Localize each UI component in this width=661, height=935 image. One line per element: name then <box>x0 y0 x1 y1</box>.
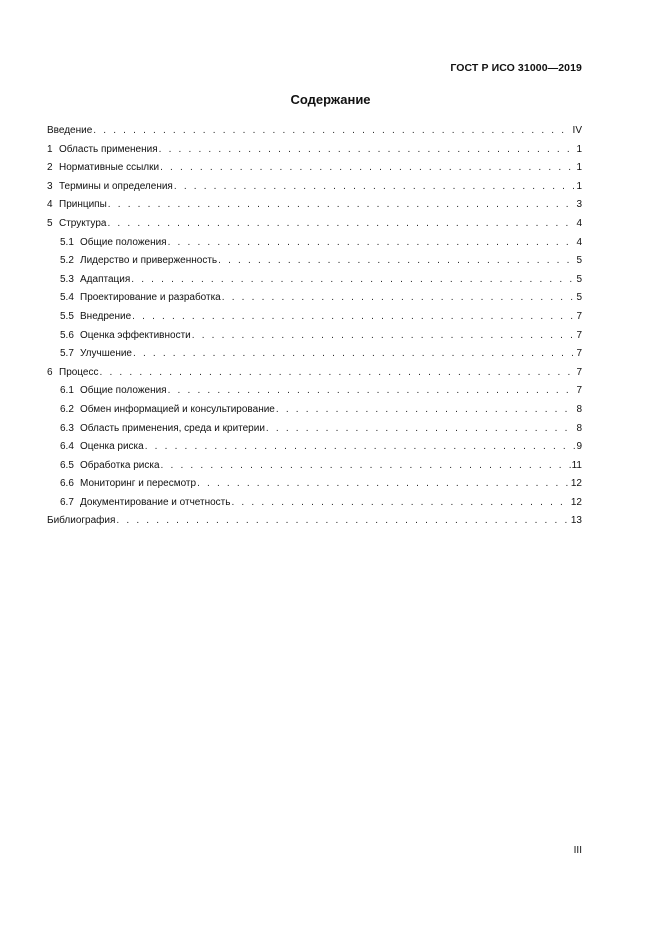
toc-entry-label: Обмен информацией и консультирование <box>80 403 275 415</box>
toc-entry-number: 5.6 <box>60 329 74 341</box>
toc-entry-page: 9 <box>576 441 582 453</box>
toc-dot-leader <box>108 196 576 215</box>
toc-entry-label: Улучшение <box>80 348 132 360</box>
toc-entry-number: 5.7 <box>60 348 74 360</box>
toc-entry-label: Область применения, среда и критерии <box>80 422 265 434</box>
toc-entry-label: Нормативные ссылки <box>59 162 160 174</box>
toc-dot-leader <box>159 141 576 160</box>
toc-entry-number: 6.2 <box>60 403 74 415</box>
toc-entry-number: 6 <box>47 366 53 378</box>
toc-entry-number: 5.1 <box>60 236 74 248</box>
toc-entry-label: Общие положения <box>80 385 167 397</box>
toc-entry-page: 4 <box>576 217 582 229</box>
document-id: ГОСТ Р ИСО 31000—2019 <box>450 62 582 74</box>
toc-entry[interactable] <box>47 178 582 197</box>
toc-entry-page: 7 <box>576 366 582 378</box>
toc-entry-label: Мониторинг и пересмотр <box>80 478 197 490</box>
toc-entry-page: 7 <box>576 310 582 322</box>
toc-entry-label: Область применения <box>59 143 158 155</box>
toc-entry-label: Оценка эффективности <box>80 329 191 341</box>
toc-entry-page: 12 <box>570 478 582 490</box>
toc-entry-label: Принципы <box>59 199 107 211</box>
toc-entry-number: 5.5 <box>60 310 74 322</box>
toc-entry[interactable] <box>47 308 582 327</box>
toc-entry-label: Лидерство и приверженность <box>80 255 218 267</box>
toc-entry-page: 11 <box>571 459 582 471</box>
toc-dot-leader <box>132 308 575 327</box>
toc-entry[interactable] <box>47 438 582 457</box>
toc-entry-number: 5.3 <box>60 273 74 285</box>
toc-dot-leader <box>145 438 576 457</box>
toc-entry[interactable] <box>47 252 582 271</box>
toc-entry-number: 4 <box>47 199 53 211</box>
toc-entry-label: Оценка риска <box>80 441 144 453</box>
toc-entry-page: 3 <box>576 199 582 211</box>
toc-entry-page: 12 <box>570 496 582 508</box>
toc-entry[interactable] <box>47 401 582 420</box>
toc-entry[interactable] <box>47 159 582 178</box>
toc-entry-page: 1 <box>576 162 582 174</box>
toc-entry[interactable] <box>47 345 582 364</box>
toc-entry[interactable] <box>47 457 582 476</box>
toc-entry-number: 5.2 <box>60 255 74 267</box>
toc-entry-page: 4 <box>576 236 582 248</box>
toc-dot-leader <box>266 420 576 439</box>
toc-entry[interactable] <box>47 271 582 290</box>
toc-entry-label: Документирование и отчетность <box>80 496 231 508</box>
toc-entry-page: 8 <box>576 422 582 434</box>
toc-dot-leader <box>197 475 570 494</box>
toc-entry[interactable] <box>47 475 582 494</box>
toc-entry[interactable] <box>47 494 582 513</box>
toc-entry-number: 1 <box>47 143 53 155</box>
toc-entry-label: Термины и определения <box>59 180 173 192</box>
toc-entry-label: Общие положения <box>80 236 167 248</box>
toc-entry-label: Внедрение <box>80 310 132 322</box>
toc-entry-page: 5 <box>576 273 582 285</box>
toc-dot-leader <box>222 289 576 308</box>
toc-entry[interactable] <box>47 364 582 383</box>
toc-entry-label: Проектирование и разработка <box>80 292 221 304</box>
toc-entry[interactable] <box>47 234 582 253</box>
toc-entry-number: 6.5 <box>60 459 74 471</box>
toc-dot-leader <box>100 364 576 383</box>
toc-entry-page: 1 <box>576 143 582 155</box>
toc-entry-number: 2 <box>47 162 53 174</box>
page-number: III <box>573 845 582 856</box>
toc-entry[interactable] <box>47 141 582 160</box>
toc-dot-leader <box>116 512 569 531</box>
toc-dot-leader <box>218 252 575 271</box>
toc-entry-page: 7 <box>576 348 582 360</box>
toc-entry-page: IV <box>572 125 582 136</box>
toc-dot-leader <box>231 494 569 513</box>
toc-dot-leader <box>276 401 576 420</box>
toc-entry-label: Адаптация <box>80 273 131 285</box>
toc-dot-leader <box>131 271 575 290</box>
toc-entry[interactable] <box>47 512 582 531</box>
toc-entry-number: 5.4 <box>60 292 74 304</box>
toc-dot-leader <box>192 327 576 346</box>
toc-entry-label: Процесс <box>59 366 99 378</box>
toc-entry[interactable] <box>47 420 582 439</box>
toc-entry-number: 6.3 <box>60 422 74 434</box>
toc-entry-page: 1 <box>576 180 582 192</box>
toc-entry-number: 3 <box>47 180 53 192</box>
toc-entry-number: 6.4 <box>60 441 74 453</box>
toc-dot-leader <box>161 457 571 476</box>
toc-entry-label: Введение <box>47 125 93 136</box>
toc-entry-page: 13 <box>570 515 582 527</box>
toc-entry-label: Структура <box>59 217 107 229</box>
toc-entry[interactable] <box>47 382 582 401</box>
toc-entry[interactable] <box>47 122 582 141</box>
toc-entry-label: Обработка риска <box>80 459 160 471</box>
toc-entry[interactable] <box>47 215 582 234</box>
toc-entry-page: 5 <box>576 255 582 267</box>
toc-dot-leader <box>93 122 571 141</box>
toc-entry-page: 5 <box>576 292 582 304</box>
toc-entry-page: 7 <box>576 329 582 341</box>
toc-entry-number: 5 <box>47 217 53 229</box>
toc-dot-leader <box>133 345 575 364</box>
table-of-contents <box>47 122 582 531</box>
toc-entry-label: Библиография <box>47 515 116 527</box>
toc-dot-leader <box>174 178 576 197</box>
toc-entry[interactable] <box>47 289 582 308</box>
toc-entry[interactable] <box>47 196 582 215</box>
toc-entry-number: 6.6 <box>60 478 74 490</box>
toc-entry[interactable] <box>47 327 582 346</box>
toc-dot-leader <box>168 234 576 253</box>
toc-dot-leader <box>107 215 575 234</box>
toc-dot-leader <box>168 382 576 401</box>
toc-entry-page: 8 <box>576 403 582 415</box>
toc-dot-leader <box>160 159 575 178</box>
toc-entry-number: 6.1 <box>60 385 74 397</box>
toc-entry-page: 7 <box>576 385 582 397</box>
toc-title: Содержание <box>290 92 371 107</box>
toc-entry-number: 6.7 <box>60 496 74 508</box>
